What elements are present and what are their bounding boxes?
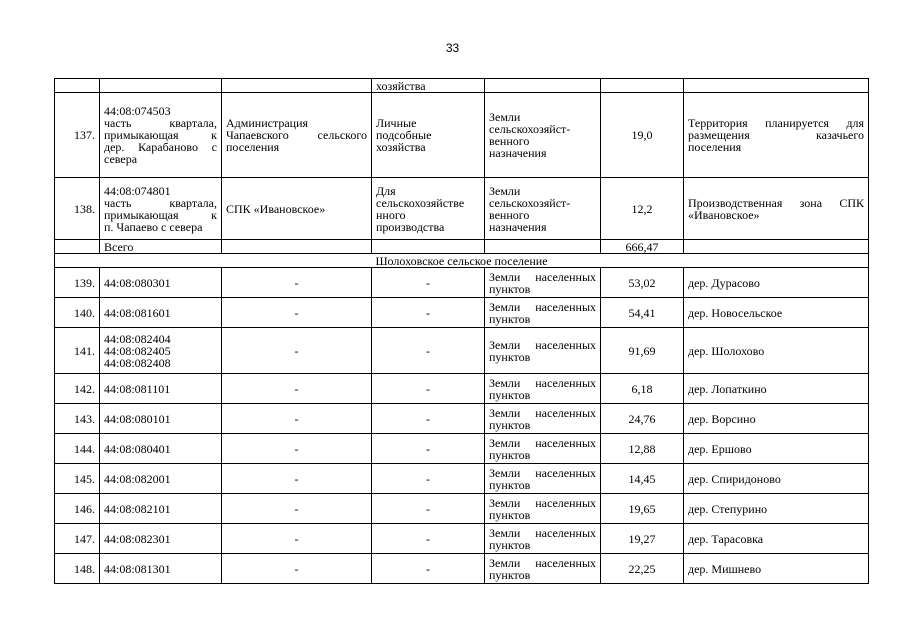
cadastral-number: 44:08:082301 xyxy=(104,531,171,546)
row-number: 139. xyxy=(55,268,100,298)
category-line: назначения xyxy=(489,219,547,234)
owner-cell: - xyxy=(222,524,372,554)
owner-cell: - xyxy=(222,404,372,434)
cadastral-number: 44:08:081301 xyxy=(104,561,171,576)
category-line: Земли xyxy=(489,110,521,124)
area-cell: 91,69 xyxy=(601,328,684,374)
category-line: пунктов xyxy=(489,281,531,296)
category-cell xyxy=(485,524,601,554)
owner-line: СПК «Ивановское» xyxy=(226,201,326,216)
table-row xyxy=(55,434,869,464)
purpose-line: Личные xyxy=(376,116,417,130)
table-row xyxy=(55,328,869,374)
cadastral-desc-line: примыкающая к xyxy=(104,128,217,142)
section-title: Шолоховское сельское поселение xyxy=(55,254,869,268)
area-cell: 53,02 xyxy=(601,268,684,298)
row-number: 144. xyxy=(55,434,100,464)
category-cell xyxy=(485,298,601,328)
category-line: пунктов xyxy=(489,417,531,432)
note-line: «Ивановское» xyxy=(688,207,760,222)
purpose-cell xyxy=(372,93,485,178)
purpose-line: Для xyxy=(376,183,396,198)
purpose-cell: хозяйства xyxy=(372,79,485,93)
table-row xyxy=(55,524,869,554)
area-cell: 24,76 xyxy=(601,404,684,434)
note-cell: дер. Новосельское xyxy=(684,298,869,328)
cadastral-number: 44:08:080401 xyxy=(104,441,171,456)
area-cell: 14,45 xyxy=(601,464,684,494)
land-table xyxy=(54,78,869,584)
cadastral-cell xyxy=(100,404,222,434)
purpose-line: хозяйства xyxy=(376,140,426,154)
category-line: сельскохозяйст- xyxy=(489,122,571,136)
purpose-cell: - xyxy=(372,298,485,328)
purpose-cell: - xyxy=(372,404,485,434)
note-line: Производственная зона СПК xyxy=(688,195,864,210)
note-cell: дер. Ершово xyxy=(684,434,869,464)
note-cell xyxy=(684,93,869,178)
row-number: 138. xyxy=(55,178,100,240)
cadastral-desc-line: дер. Карабаново с xyxy=(104,140,217,154)
category-line: пунктов xyxy=(489,349,531,364)
area-cell: 12,88 xyxy=(601,434,684,464)
table-row xyxy=(55,464,869,494)
note-cell: дер. Дурасово xyxy=(684,268,869,298)
owner-line: Администрация xyxy=(226,116,309,130)
category-line: Земли населенных xyxy=(489,269,596,284)
page-number: 33 xyxy=(445,41,460,55)
total-value: 666,47 xyxy=(601,240,684,254)
cadastral-number: 44:08:082101 xyxy=(104,501,171,516)
cadastral-number: 44:08:081601 xyxy=(104,305,171,320)
table-row xyxy=(55,554,869,584)
area-cell: 19,65 xyxy=(601,494,684,524)
purpose-cell: - xyxy=(372,374,485,404)
category-line: пунктов xyxy=(489,387,531,402)
owner-cell xyxy=(222,93,372,178)
owner-cell: - xyxy=(222,554,372,584)
category-line: Земли населенных xyxy=(489,525,596,540)
row-number: 140. xyxy=(55,298,100,328)
cadastral-number: 44:08:074801 xyxy=(104,183,171,198)
purpose-line: производства xyxy=(376,219,445,234)
area-cell: 19,0 xyxy=(601,93,684,178)
area-cell: 12,2 xyxy=(601,178,684,240)
cadastral-number: 44:08:080301 xyxy=(104,275,171,290)
category-cell xyxy=(485,554,601,584)
purpose-cell: - xyxy=(372,494,485,524)
category-cell xyxy=(485,464,601,494)
table-row xyxy=(55,268,869,298)
note-cell xyxy=(684,178,869,240)
category-cell xyxy=(485,494,601,524)
category-line: Земли населенных xyxy=(489,299,596,314)
row-number: 137. xyxy=(55,93,100,178)
table-row xyxy=(55,93,869,178)
category-line: Земли населенных xyxy=(489,495,596,510)
table-row xyxy=(55,494,869,524)
cadastral-cell xyxy=(100,298,222,328)
cadastral-cell xyxy=(100,374,222,404)
category-line: назначения xyxy=(489,146,547,160)
category-cell xyxy=(485,268,601,298)
cadastral-cell xyxy=(100,93,222,178)
category-line: Земли населенных xyxy=(489,375,596,390)
note-cell: дер. Тарасовка xyxy=(684,524,869,554)
category-cell xyxy=(485,328,601,374)
owner-cell: - xyxy=(222,268,372,298)
row-number: 143. xyxy=(55,404,100,434)
row-number: 145. xyxy=(55,464,100,494)
purpose-line: подсобные xyxy=(376,128,432,142)
purpose-cell: - xyxy=(372,268,485,298)
category-line: Земли населенных xyxy=(489,555,596,570)
category-cell xyxy=(485,404,601,434)
cadastral-desc-line: севера xyxy=(104,152,138,166)
category-line: венного xyxy=(489,207,530,222)
category-line: пунктов xyxy=(489,311,531,326)
owner-cell: - xyxy=(222,494,372,524)
cadastral-cell xyxy=(100,524,222,554)
owner-cell: - xyxy=(222,298,372,328)
cadastral-number: 44:08:082408 xyxy=(104,355,171,370)
category-line: сельскохозяйст- xyxy=(489,195,571,210)
category-cell xyxy=(485,178,601,240)
owner-cell: - xyxy=(222,464,372,494)
category-line: Земли xyxy=(489,183,521,198)
table-row xyxy=(55,298,869,328)
table-row xyxy=(55,404,869,434)
category-cell xyxy=(485,374,601,404)
area-cell: 22,25 xyxy=(601,554,684,584)
cadastral-number: 44:08:082404 xyxy=(104,331,171,346)
purpose-cell: - xyxy=(372,434,485,464)
total-row xyxy=(55,240,869,254)
table-row xyxy=(55,178,869,240)
cadastral-number: 44:08:074503 xyxy=(104,104,171,118)
cadastral-cell xyxy=(100,268,222,298)
note-cell: дер. Мишнево xyxy=(684,554,869,584)
note-cell: дер. Шолохово xyxy=(684,328,869,374)
cadastral-desc-line: п. Чапаево с севера xyxy=(104,219,203,234)
cadastral-cell xyxy=(100,494,222,524)
cadastral-desc-line: часть квартала, xyxy=(104,116,217,130)
note-cell: дер. Лопаткино xyxy=(684,374,869,404)
category-line: венного xyxy=(489,134,530,148)
note-line: размещения казачьего xyxy=(688,128,864,142)
carry-over-row xyxy=(55,79,869,93)
note-line: Территория планируется для xyxy=(688,116,864,130)
area-cell: 6,18 xyxy=(601,374,684,404)
total-label: Всего xyxy=(100,240,222,254)
purpose-cell: - xyxy=(372,524,485,554)
purpose-cell: - xyxy=(372,464,485,494)
cadastral-number: 44:08:082405 xyxy=(104,343,171,358)
cadastral-cell xyxy=(100,328,222,374)
row-number: 141. xyxy=(55,328,100,374)
owner-line: поселения xyxy=(226,140,280,154)
owner-cell: - xyxy=(222,328,372,374)
purpose-cell: - xyxy=(372,554,485,584)
category-line: пунктов xyxy=(489,447,531,462)
note-cell: дер. Ворсино xyxy=(684,404,869,434)
owner-cell: - xyxy=(222,374,372,404)
purpose-line: сельскохозяйстве xyxy=(376,195,465,210)
purpose-cell: - xyxy=(372,328,485,374)
note-line: поселения xyxy=(688,140,742,154)
area-cell: 54,41 xyxy=(601,298,684,328)
row-number: 146. xyxy=(55,494,100,524)
owner-cell: - xyxy=(222,434,372,464)
category-line: пунктов xyxy=(489,477,531,492)
row-number: 148. xyxy=(55,554,100,584)
owner-cell xyxy=(222,178,372,240)
cadastral-cell xyxy=(100,178,222,240)
area-cell: 19,27 xyxy=(601,524,684,554)
note-cell: дер. Степурино xyxy=(684,494,869,524)
category-cell xyxy=(485,434,601,464)
cadastral-cell xyxy=(100,434,222,464)
note-cell: дер. Спиридоново xyxy=(684,464,869,494)
purpose-line: нного xyxy=(376,207,406,222)
category-line: Земли населенных xyxy=(489,465,596,480)
table-row xyxy=(55,374,869,404)
cadastral-cell xyxy=(100,464,222,494)
owner-line: Чапаевского сельского xyxy=(226,128,367,142)
category-cell xyxy=(485,93,601,178)
cadastral-desc-line: часть квартала, xyxy=(104,195,217,210)
category-line: пунктов xyxy=(489,507,531,522)
section-row xyxy=(55,254,869,268)
cadastral-number: 44:08:082001 xyxy=(104,471,171,486)
cadastral-number: 44:08:080101 xyxy=(104,411,171,426)
category-line: пунктов xyxy=(489,537,531,552)
purpose-cell xyxy=(372,178,485,240)
category-line: Земли населенных xyxy=(489,435,596,450)
category-line: пунктов xyxy=(489,567,531,582)
row-number: 142. xyxy=(55,374,100,404)
category-line: Земли населенных xyxy=(489,337,596,352)
cadastral-desc-line: примыкающая к xyxy=(104,207,217,222)
cadastral-cell xyxy=(100,554,222,584)
category-line: Земли населенных xyxy=(489,405,596,420)
cadastral-number: 44:08:081101 xyxy=(104,381,171,396)
row-number: 147. xyxy=(55,524,100,554)
